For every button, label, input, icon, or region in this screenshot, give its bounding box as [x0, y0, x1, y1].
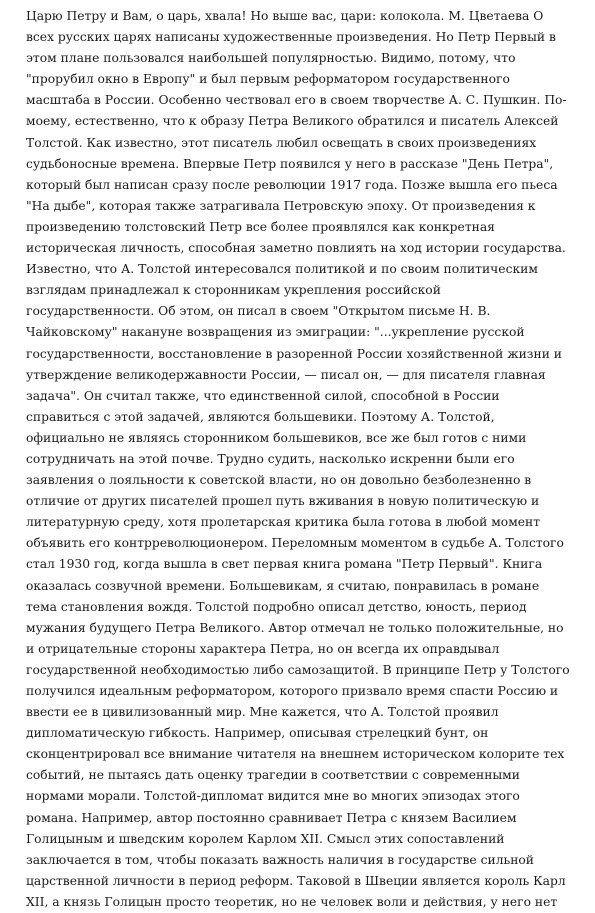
- text-line: справиться с этой задачей, являются большевики. Поэтому А. Толстой,: [26, 409, 495, 424]
- text-line: государственности, восстановление в разоренной России хозяйственной жизни и: [26, 346, 563, 361]
- text-line: царственной личности в период реформ. Таковой в Швеции является король Карл: [26, 873, 566, 888]
- text-line: моему, естественно, что к образу Петра Великого обратился и писатель Алексей: [26, 114, 559, 129]
- text-line: государственной необходимостью либо самозащитой. В принципе Петр у Толстого: [26, 662, 570, 677]
- text-line: Царю Петру и Вам, о царь, хвала! Но выше вас, цари: колокола. М. Цветаева О: [26, 9, 544, 23]
- text-line: масштаба в России. Особенно чествовал его в своем творчестве А. С. Пушкин. По-: [26, 93, 567, 108]
- text-line: официально не являясь сторонником большевиков, все же был готов с ними: [26, 430, 527, 445]
- text-line: "На дыбе", которая также затрагивала Петровскую эпоху. От произведения к: [26, 198, 536, 213]
- text-line: мужания будущего Петра Великого. Автор отмечал не только положительные, но: [26, 620, 564, 635]
- text-line: нормами морали. Толстой-дипломат видится мне во многих эпизодах этого: [26, 789, 520, 804]
- text-line: получился идеальным реформатором, которого призвало время спасти Россию и: [26, 684, 559, 698]
- text-line: всех русских царях написаны художественные произведения. Но Петр Первый в: [26, 30, 556, 45]
- text-line: утверждение великодержавности России, — писал он, — для писателя главная: [26, 367, 546, 382]
- text-line: Известно, что А. Толстой интересовался политикой и по своим политическим: [26, 262, 538, 277]
- text-line: произведению толстовский Петр все более проявлялся как конкретная: [26, 219, 495, 234]
- text-line: и отрицательные стороны характера Петра, но он всегда их оправдывал: [26, 641, 500, 656]
- text-line: заключается в том, чтобы показать важность наличия в государстве сильной: [26, 852, 534, 867]
- text-line: судьбоносные времена. Впервые Петр появился у него в рассказе "День Петра",: [26, 156, 554, 171]
- text-line: взглядам принадлежал к сторонникам укрепления российской: [26, 283, 441, 298]
- text-line: дипломатическую гибкость. Например, описывая стрелецкий бунт, он: [26, 726, 489, 741]
- text-line: историческая личность, способная заметно повлиять на ход истории государства.: [26, 241, 566, 256]
- text-line: XII, а князь Голицын просто теоретик, но не человек воли и действия, у него нет: [26, 894, 558, 909]
- text-line: сконцентрировал все внимание читателя на внешнем историческом колорите тех: [26, 747, 565, 762]
- text-line: отличие от других писателей прошел путь вживания в новую политическую и: [26, 494, 540, 509]
- text-line: задача". Он считал также, что единственной силой, способной в России: [26, 388, 500, 403]
- text-line: ввести ее в цивилизованный мир. Мне кажется, что А. Толстой проявил: [26, 705, 499, 720]
- text-line: заявления о лояльности к советской власти, но он довольно безболезненно в: [26, 473, 532, 488]
- text-line: литературную среду, хотя пролетарская критика была готова в любой момент: [26, 515, 541, 530]
- essay-text: [26, 6, 571, 913]
- text-line: оказалась созвучной времени. Большевикам, я считаю, понравилась в романе: [26, 578, 540, 593]
- text-line: романа. Например, автор постоянно сравнивает Петра с князем Василием: [26, 810, 517, 825]
- text-line: тема становления вождя. Толстой подробно описал детство, юность, период: [26, 599, 527, 614]
- text-line: событий, не пытаясь дать оценку трагедии в соответствии с современными: [26, 768, 520, 783]
- text-line: "прорубил окно в Европу" и был первым реформатором государственного: [26, 72, 510, 87]
- text-line: Голицыным и шведским королем Карлом XII. Смысл этих сопоставлений: [26, 831, 505, 846]
- text-line: который был написан сразу после революции 1917 года. Позже вышла его пьеса: [26, 177, 558, 192]
- text-line: сотрудничать на этой почве. Трудно судить, насколько искренни были его: [26, 451, 515, 466]
- text-line: Чайковскому" накануне возвращения из эмиграции: "...укрепление русской: [26, 325, 525, 340]
- text-line: стал 1930 год, когда вышла в свет первая книга романа "Петр Первый". Книга: [26, 557, 543, 572]
- text-line: этом плане пользовался наибольшей популярностью. Видимо, потому, что: [26, 51, 516, 66]
- text-line: объявить его контрреволюционером. Переломным моментом в судьбе А. Толстого: [26, 536, 564, 551]
- text-line: государственности. Об этом, он писал в своем "Открытом письме Н. В.: [26, 304, 491, 319]
- text-line: Толстой. Как известно, этот писатель любил освещать в своих произведениях: [26, 135, 537, 150]
